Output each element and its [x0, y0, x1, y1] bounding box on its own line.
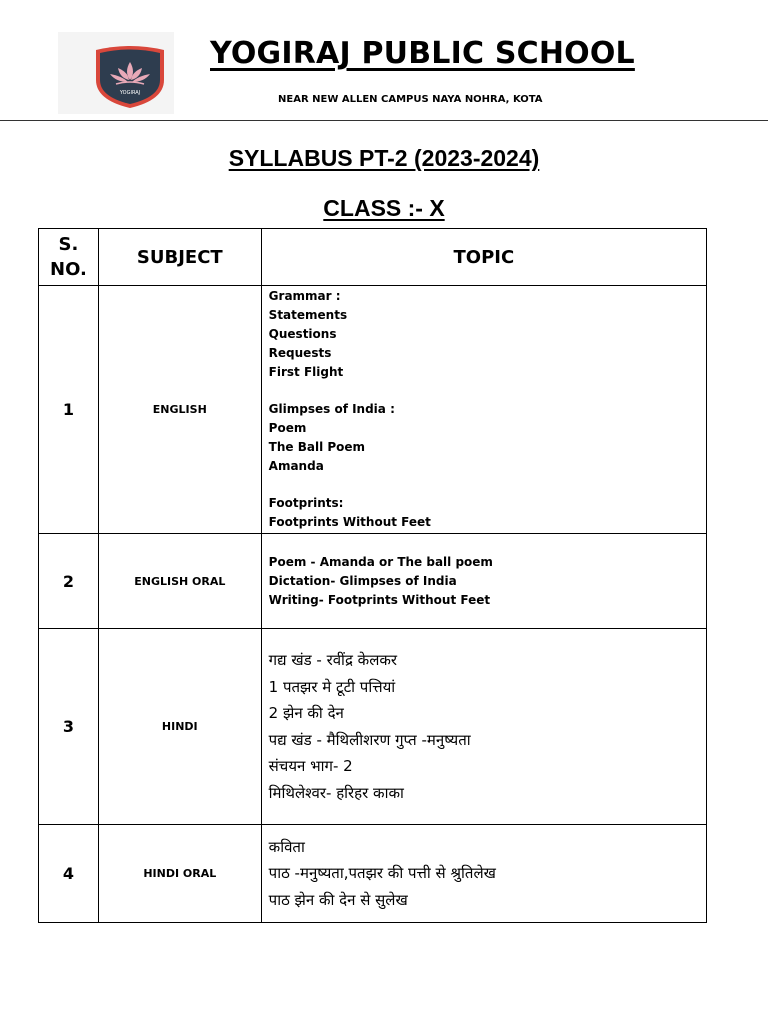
topic-line: संचयन भाग- 2	[268, 757, 353, 775]
header-divider	[0, 120, 768, 121]
table-row	[39, 629, 707, 825]
school-name: YOGIRAJ PUBLIC SCHOOL	[210, 36, 635, 71]
topic-line: Poem	[268, 421, 307, 435]
syllabus-table	[38, 228, 707, 923]
topic-line: Glimpses of India :	[268, 402, 395, 416]
row-sno: 4	[39, 825, 99, 923]
header-sno: S. NO.	[39, 229, 99, 286]
topic-line: Grammar :	[268, 289, 341, 303]
topic-line: Footprints Without Feet	[268, 515, 431, 529]
topic-spacer	[269, 476, 706, 494]
row-subject: ENGLISH	[98, 286, 261, 534]
row-topic	[261, 629, 706, 825]
topic-line: Dictation- Glimpses of India	[268, 573, 457, 588]
topic-line: 1 पतझर मे टूटी पत्तियां	[268, 677, 396, 696]
row-sno: 1	[39, 286, 99, 534]
class-label: CLASS :- X	[323, 195, 445, 221]
topic-line: गद्य खंड - रवींद्र केलकर	[268, 651, 398, 669]
table-row	[39, 825, 707, 923]
topic-line: पद्य खंड - मैथिलीशरण गुप्त -मनुष्यता	[268, 730, 471, 749]
topic-line: Amanda	[268, 459, 324, 473]
topic-line: Footprints:	[268, 496, 344, 510]
row-topic	[261, 825, 706, 923]
table-header-row	[39, 229, 707, 286]
topic-spacer	[269, 382, 706, 400]
topic-line: मिथिलेश्वर- हरिहर काका	[268, 783, 404, 802]
school-address: NEAR NEW ALLEN CAMPUS NAYA NOHRA, KOTA	[278, 94, 543, 105]
row-subject: HINDI	[98, 629, 261, 825]
row-sno: 3	[39, 629, 99, 825]
header-topic: TOPIC	[261, 229, 706, 286]
topic-line: Questions	[268, 327, 337, 341]
topic-line: 2 झेन की देन	[268, 704, 344, 722]
logo-caption: YOGIRAJ	[119, 90, 141, 96]
document-title: SYLLABUS PT-2 (2023-2024)	[228, 145, 540, 171]
topic-line: Poem - Amanda or The ball poem	[268, 554, 493, 569]
topic-line: The Ball Poem	[268, 440, 366, 454]
table-row	[39, 286, 707, 534]
row-subject: HINDI ORAL	[98, 825, 261, 923]
header-subject: SUBJECT	[98, 229, 261, 286]
row-subject: ENGLISH ORAL	[98, 534, 261, 629]
topic-line: First Flight	[268, 365, 344, 379]
topic-line: Requests	[268, 346, 332, 360]
row-sno: 2	[39, 534, 99, 629]
topic-line: Writing- Footprints Without Feet	[268, 592, 491, 607]
table-row	[39, 534, 707, 629]
topic-line: Statements	[268, 308, 348, 322]
row-topic	[261, 534, 706, 629]
topic-line: पाठ झेन की देन से सुलेख	[268, 890, 408, 909]
row-topic	[261, 286, 706, 534]
topic-line: पाठ -मनुष्यता,पतझर की पत्ती से श्रुतिलेख	[268, 864, 496, 883]
school-logo-icon	[92, 44, 168, 110]
page-header	[0, 0, 768, 121]
topic-line: कविता	[268, 837, 305, 856]
